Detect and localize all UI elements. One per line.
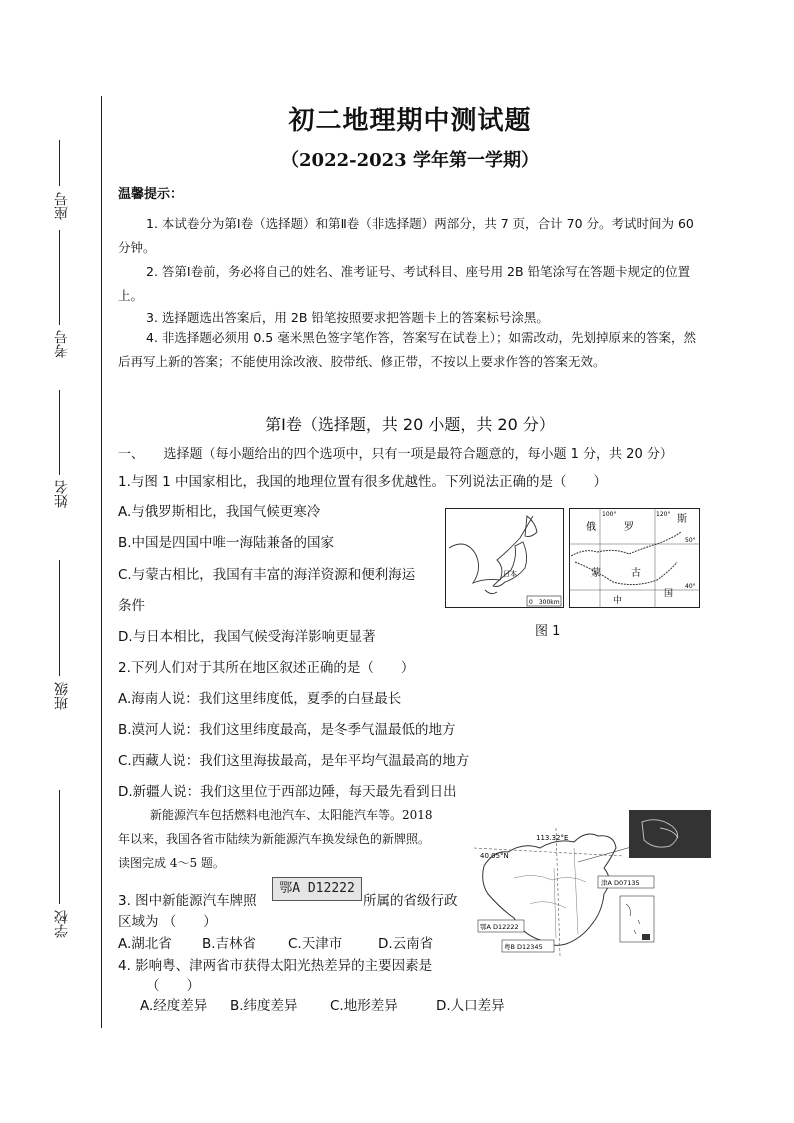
license-plate-image: 鄂A D12222 bbox=[272, 877, 362, 901]
q2-option-b: B.漠河人说：我们这里纬度最高，是冬季气温最低的地方 bbox=[118, 722, 456, 738]
tip-2: 2. 答第Ⅰ卷前，务必将自己的姓名、准考证号、考试科目、座号用 2B 铅笔涂写在答题卡规定的位置上。 bbox=[118, 264, 691, 303]
class-label: 班级 bbox=[54, 682, 70, 710]
lat-50-label: 50° bbox=[685, 537, 696, 544]
q4-option-d: D.人口差异 bbox=[436, 998, 505, 1014]
plate-hubei-label: 鄂A D12222 bbox=[480, 923, 519, 931]
q2-stem: 2.下列人们对于其所在地区叙述正确的是（ ） bbox=[118, 660, 415, 676]
q3-option-a: A.湖北省 bbox=[118, 936, 172, 952]
mongolia-char-2: 古 bbox=[631, 568, 641, 579]
q3-stem-b: 所属的省级行政 bbox=[363, 893, 458, 909]
scale-bar-label: 0 300km bbox=[529, 599, 560, 606]
page-title: 初二地理期中测试题 bbox=[288, 106, 532, 136]
class-field bbox=[40, 560, 80, 720]
china-map bbox=[474, 808, 714, 958]
q4-stem: 4. 影响粤、津两省市获得太阳光热差异的主要因素是 bbox=[118, 958, 433, 974]
q2-option-c: C.西藏人说：我们这里海拔最高，是年平均气温最高的地方 bbox=[118, 753, 470, 769]
mongolia-char-1: 蒙 bbox=[591, 568, 601, 579]
q2-option-d: D.新疆人说：我们这里位于西部边陲，每天最先看到日出 bbox=[118, 784, 457, 800]
tip-3: 3. 选择题选出答案后，用 2B 铅笔按照要求把答题卡上的答案标号涂黑。 bbox=[146, 310, 549, 325]
q1-option-b: B.中国是四国中唯一海陆兼备的国家 bbox=[118, 535, 335, 551]
satellite-photo bbox=[629, 810, 711, 858]
binding-margin bbox=[0, 0, 110, 1123]
russia-mongolia-map bbox=[569, 508, 700, 608]
q1-option-a: A.与俄罗斯相比，我国气候更寒冷 bbox=[118, 504, 321, 520]
passage-line-3: 读图完成 4～5 题。 bbox=[118, 856, 225, 870]
japan-label: 日本 bbox=[503, 570, 517, 578]
passage bbox=[118, 803, 476, 875]
exam-no-blank bbox=[59, 230, 60, 325]
figure-1-caption: 图 1 bbox=[535, 624, 561, 639]
country-char: 国 bbox=[664, 589, 674, 599]
school-blank bbox=[59, 790, 60, 904]
japan-map bbox=[446, 509, 564, 608]
section-instruction: 一、 选择题（每小题给出的四个选项中，只有一项是最符合题意的，每小题 1 分，共 20 分） bbox=[118, 447, 673, 462]
plate-guangdong-label: 粤B D12345 bbox=[504, 943, 543, 951]
section-title: 第Ⅰ卷（选择题，共 20 小题，共 20 分） bbox=[265, 415, 555, 434]
figure-1-maps bbox=[445, 508, 700, 608]
tip-4: 4. 非选择题必须用 0.5 毫米黑色签字笔作答，答案写在试卷上）；如需改动，先划掉原来的答案，然后再写上新的答案；不能使用涂改液、胶带纸、修正带，不按以上要求作答的答案无效。 bbox=[118, 330, 696, 369]
name-label: 姓名 bbox=[54, 480, 70, 508]
russia-char-2: 罗 bbox=[624, 522, 634, 533]
school-label: 学校 bbox=[54, 910, 70, 938]
lat-40-label: 40° bbox=[685, 583, 696, 590]
passage-line-2: 年以来，我国各省市陆续为新能源汽车换发绿色的新牌照。 bbox=[118, 832, 431, 846]
binding-line bbox=[101, 96, 102, 1028]
q3-stem-a: 3. 图中新能源汽车牌照 bbox=[118, 893, 257, 909]
class-blank bbox=[59, 560, 60, 676]
russia-char-3: 斯 bbox=[677, 514, 687, 525]
china-char: 中 bbox=[613, 596, 623, 606]
q4-bracket: （ ） bbox=[146, 978, 200, 994]
seat-field bbox=[40, 140, 80, 220]
page-subtitle: （2022-2023 学年第一学期） bbox=[281, 150, 539, 171]
seat-label: 座号 bbox=[54, 192, 70, 220]
q3-option-d: D.云南省 bbox=[378, 936, 434, 952]
exam-no-field bbox=[40, 230, 80, 380]
q4-option-a: A.经度差异 bbox=[140, 998, 208, 1014]
plate-tianjin-label: 津A D07135 bbox=[601, 879, 640, 887]
name-field bbox=[40, 390, 80, 530]
q3-option-c: C.天津市 bbox=[288, 936, 343, 952]
lon-120-label: 120° bbox=[656, 511, 671, 518]
longitude-label: 113.32°E bbox=[536, 834, 569, 842]
exam-no-label: 考号 bbox=[54, 330, 70, 358]
lon-100-label: 100° bbox=[602, 511, 617, 518]
q1-option-d: D.与日本相比，我国气候受海洋影响更显著 bbox=[118, 629, 376, 645]
tip-1: 1. 本试卷分为第Ⅰ卷（选择题）和第Ⅱ卷（非选择题）两部分，共 7 页，合计 70 分。考试时间为 60 分钟。 bbox=[118, 216, 694, 255]
q2-option-a: A.海南人说：我们这里纬度低，夏季的白昼最长 bbox=[118, 691, 402, 707]
q1-option-c-cont: 条件 bbox=[118, 598, 145, 614]
q3-option-b: B.吉林省 bbox=[202, 936, 257, 952]
tips-heading: 温馨提示： bbox=[118, 187, 184, 202]
latitude-label: 40.05°N bbox=[480, 852, 509, 860]
q1-option-c: C.与蒙古相比，我国有丰富的海洋资源和便利海运 bbox=[118, 567, 416, 583]
passage-line-1: 新能源汽车包括燃料电池汽车、太阳能汽车等。2018 bbox=[150, 808, 433, 822]
name-blank bbox=[59, 390, 60, 475]
seat-blank bbox=[59, 140, 60, 186]
q4-option-c: C.地形差异 bbox=[330, 998, 398, 1014]
q1-stem: 1.与图 1 中国家相比，我国的地理位置有很多优越性。下列说法正确的是（ ） bbox=[118, 474, 608, 490]
school-field bbox=[40, 790, 80, 950]
russia-char-1: 俄 bbox=[586, 522, 596, 533]
q4-option-b: B.纬度差异 bbox=[230, 998, 298, 1014]
q3-stem-c: 区域为 （ ） bbox=[118, 914, 217, 930]
